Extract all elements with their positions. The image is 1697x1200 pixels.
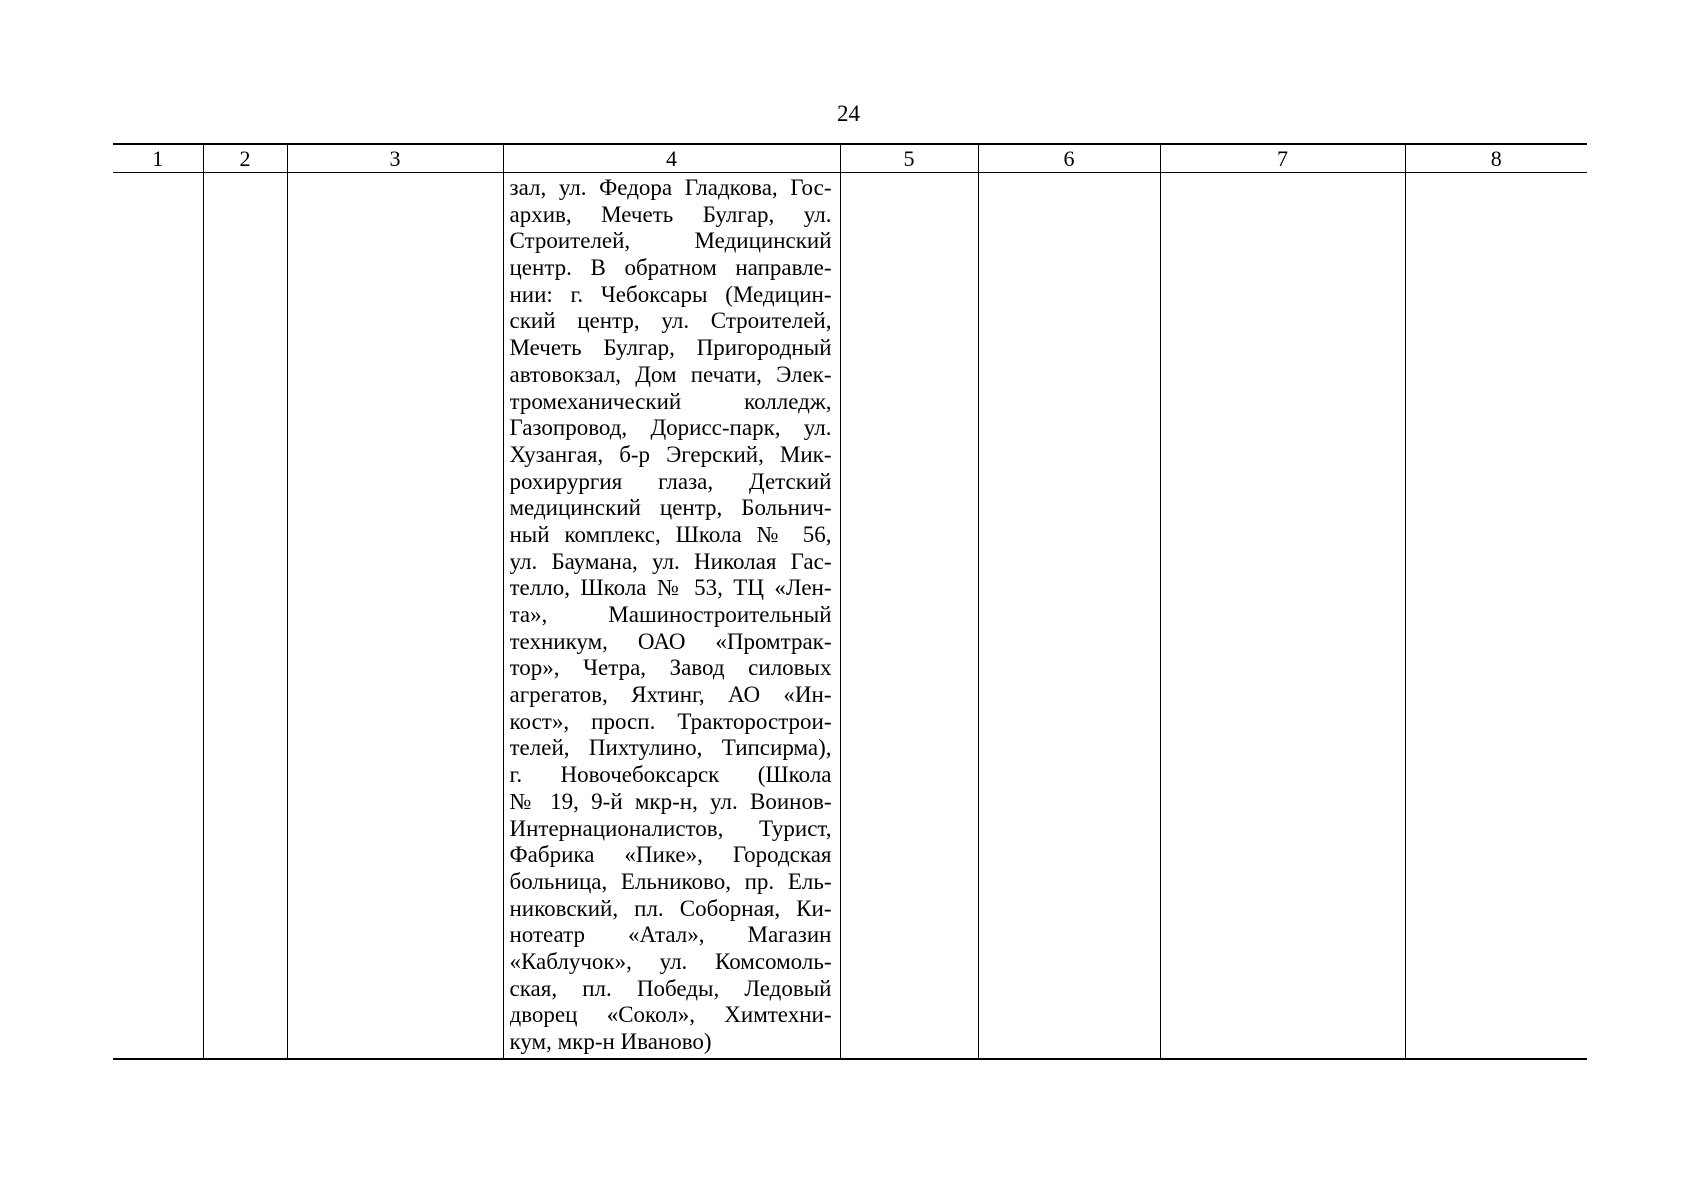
route-text-line: кум, мкр-н Иваново) [509, 1029, 712, 1054]
cell-col1 [113, 173, 203, 1059]
route-text-line: ул. Баумана, ул. Николая Гас- [509, 548, 832, 574]
route-text-line: центр. В обратном направле- [509, 255, 832, 281]
route-text-line: архив, Мечеть Булгар, ул. [509, 201, 832, 227]
route-text-line: Хузангая, б-р Эгерский, Мик- [509, 441, 832, 467]
route-stops-cell [503, 173, 840, 1059]
route-text-line: та», Машиностроительный [509, 602, 832, 627]
route-text-line: больница, Ельниково, пр. Ель- [509, 868, 832, 894]
column-header-1: 1 [113, 144, 203, 173]
column-number-row [113, 144, 1587, 173]
route-text-line: «Каблучок», ул. Комсомоль- [509, 948, 832, 974]
column-header-4: 4 [503, 144, 840, 173]
route-text-line: рохирургия глаза, Детский [509, 468, 832, 494]
route-text-line: нии: г. Чебоксары (Медицин- [509, 281, 832, 307]
route-text-line: дворец «Сокол», Химтехни- [509, 1002, 832, 1028]
route-text-line: Фабрика «Пике», Городская [509, 842, 832, 868]
route-text-line: медицинский центр, Больнич- [509, 495, 832, 521]
route-text-line: Строителей, Медицинский [509, 228, 832, 254]
route-text-line: нотеатр «Атал», Магазин [509, 922, 832, 948]
route-table [113, 143, 1587, 1060]
route-text-line: ский центр, ул. Строителей, [509, 308, 832, 334]
route-text-line: агрегатов, Яхтинг, АО «Ин- [509, 682, 832, 708]
route-text-line: кост», просп. Тракторострои- [509, 708, 832, 734]
column-header-5: 5 [840, 144, 978, 173]
route-text-line: телло, Школа № 53, ТЦ «Лен- [509, 575, 832, 601]
route-text-line: г. Новочебоксарск (Школа [509, 762, 832, 788]
cell-col3 [287, 173, 503, 1059]
column-header-8: 8 [1405, 144, 1587, 173]
route-text-line: ный комплекс, Школа № 56, [509, 521, 832, 547]
table-row [113, 173, 1587, 1059]
column-header-2: 2 [203, 144, 287, 173]
route-text-line: Интернационалистов, Турист, [509, 815, 832, 841]
route-text-line: ская, пл. Победы, Ледовый [509, 975, 832, 1001]
cell-col6 [978, 173, 1160, 1059]
route-text-line: зал, ул. Федора Гладкова, Гос- [509, 175, 832, 200]
cell-col8 [1405, 173, 1587, 1059]
column-header-3: 3 [287, 144, 503, 173]
route-text-line: тромеханический колледж, [509, 388, 832, 414]
cell-col2 [203, 173, 287, 1059]
route-text-line: никовский, пл. Соборная, Ки- [509, 895, 832, 921]
column-header-6: 6 [978, 144, 1160, 173]
route-text-line: техникум, ОАО «Промтрак- [509, 628, 832, 654]
route-text-line: тор», Четра, Завод силовых [509, 655, 832, 681]
route-text-line: Газопровод, Дорисс-парк, ул. [509, 415, 832, 441]
route-text-line: телей, Пихтулино, Типсирма), [509, 735, 832, 761]
cell-col5 [840, 173, 978, 1059]
column-header-7: 7 [1160, 144, 1405, 173]
cell-col7 [1160, 173, 1405, 1059]
route-stops-text [510, 175, 832, 1056]
route-text-line: № 19, 9-й мкр-н, ул. Воинов- [509, 788, 832, 814]
route-text-line: автовокзал, Дом печати, Элек- [509, 361, 832, 387]
page-number: 24 [837, 101, 860, 126]
route-text-line: Мечеть Булгар, Пригородный [509, 335, 832, 361]
